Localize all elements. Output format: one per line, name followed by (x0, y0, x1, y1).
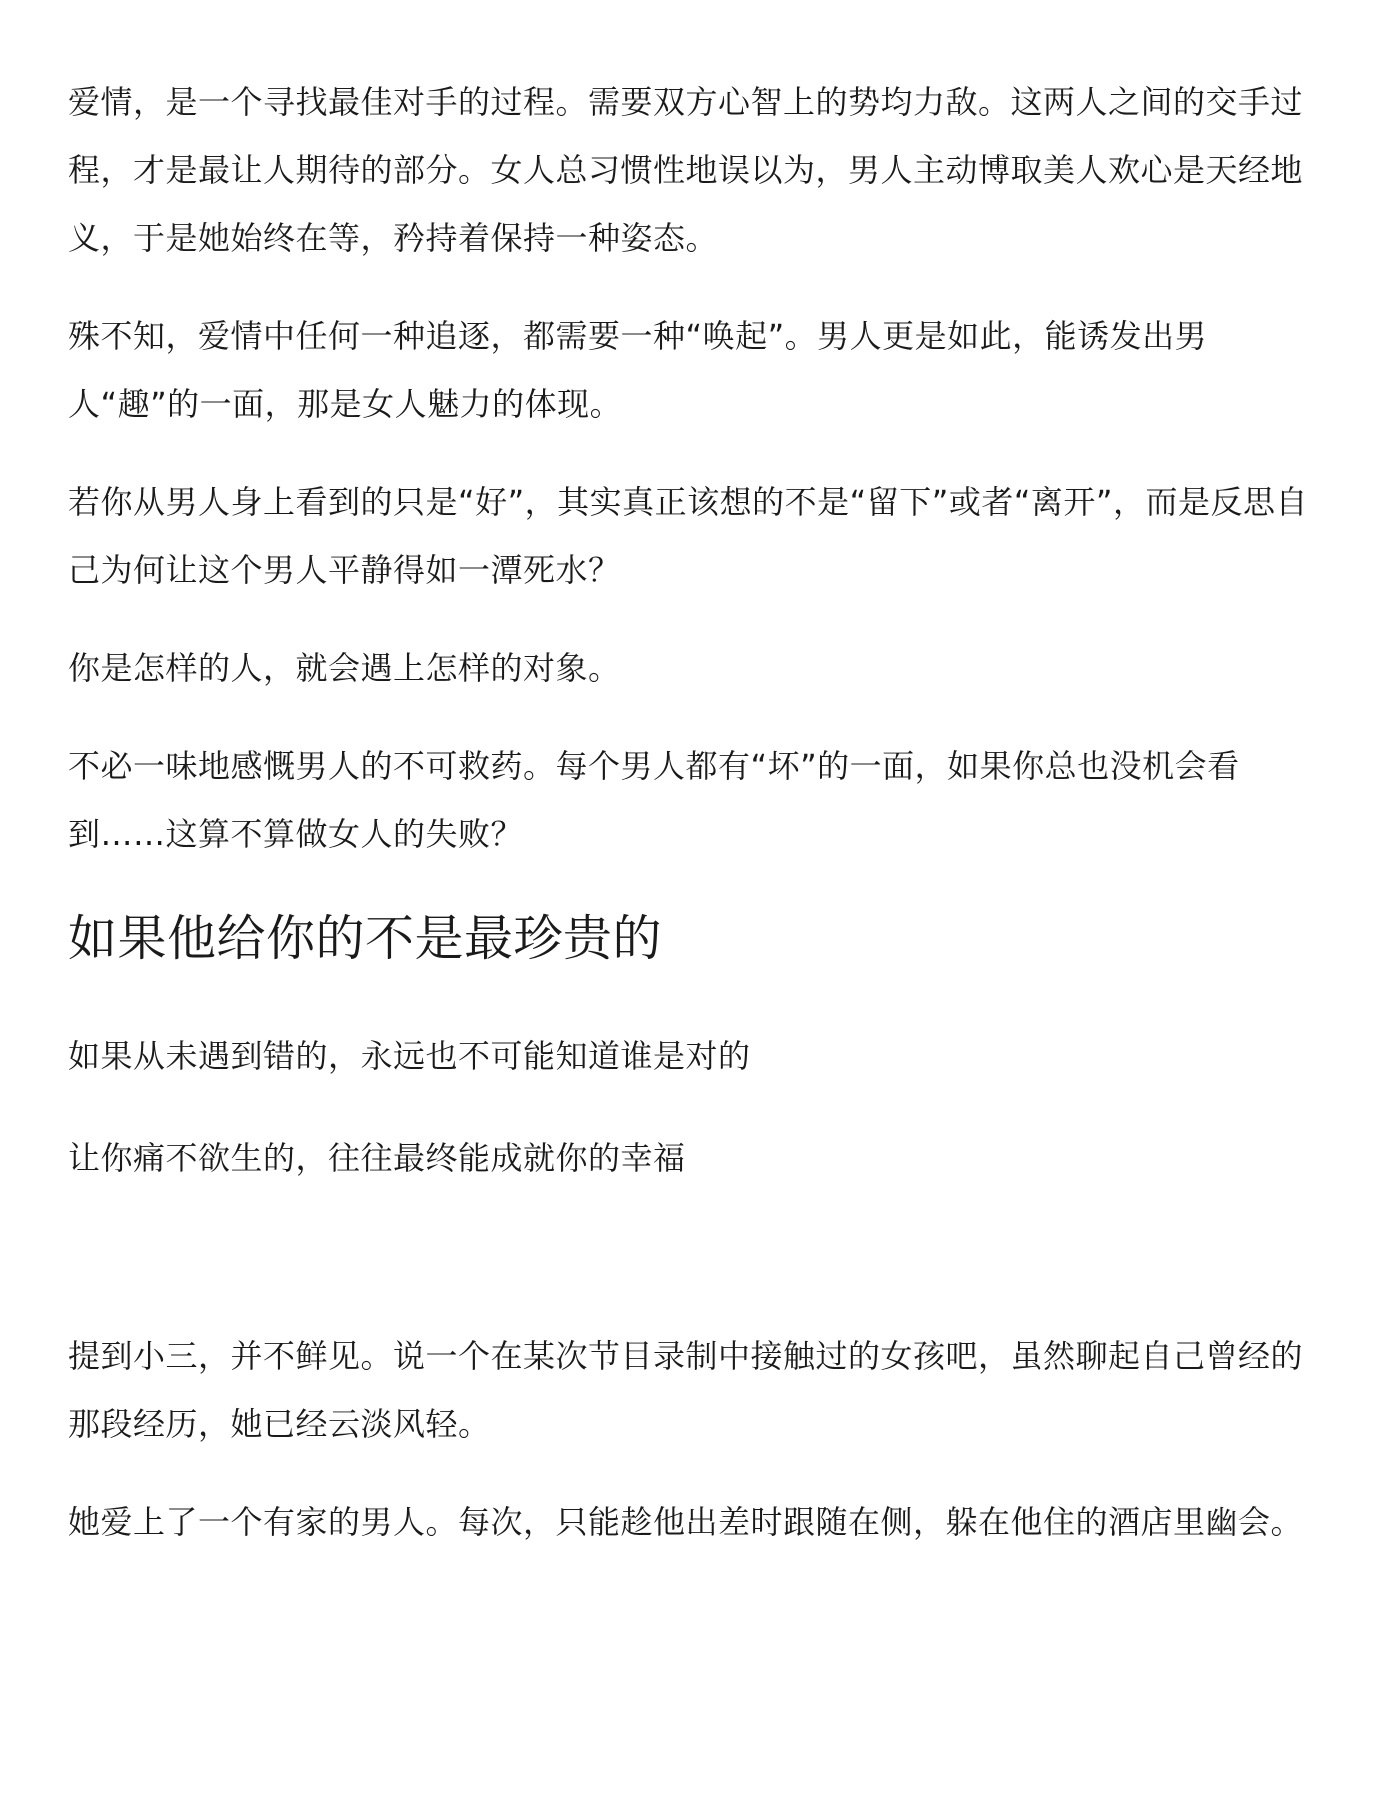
document-page (68, 68, 1318, 1586)
paragraph-reflection: 若你从男人身上看到的只是“好”，其实真正该想的不是“留下”或者“离开”，而是反思自己为何让这个男人平静得如一潭死水？ (68, 483, 1308, 589)
section-heading: 如果他给你的不是最珍贵的 (68, 910, 663, 967)
paragraph-arousal: 殊不知，爱情中任何一种追逐，都需要一种“唤起”。男人更是如此，能诱发出男人“趣”的一面，那是女人魅力的体现。 (68, 317, 1208, 423)
paragraph-love-opponent: 爱情，是一个寻找最佳对手的过程。需要双方心智上的势均力敌。这两人之间的交手过程，才是最让人期待的部分。女人总习惯性地误以为，男人主动博取美人欢心是天经地义，于是她始终在等，矜持着保持一种姿态。 (68, 83, 1304, 257)
paragraph-who-you-are: 你是怎样的人，就会遇上怎样的对象。 (68, 649, 621, 687)
paragraph-married-man: 她爱上了一个有家的男人。每次，只能趁他出差时跟随在侧，躲在他住的酒店里幽会。 (68, 1503, 1304, 1541)
paragraph-bad-side: 不必一味地感慨男人的不可救药。每个男人都有“坏”的一面，如果你总也没机会看到……这算不算做女人的失败？ (68, 747, 1240, 853)
paragraph-mistress-story: 提到小三，并不鲜见。说一个在某次节目录制中接触过的女孩吧，虽然聊起自己曾经的那段经历，她已经云淡风轻。 (68, 1337, 1304, 1443)
line-pain-happiness: 让你痛不欲生的，往往最终能成就你的幸福 (68, 1139, 686, 1177)
blank-gap (68, 1226, 1318, 1322)
line-wrong-right: 如果从未遇到错的，永远也不可能知道谁是对的 (68, 1037, 751, 1075)
